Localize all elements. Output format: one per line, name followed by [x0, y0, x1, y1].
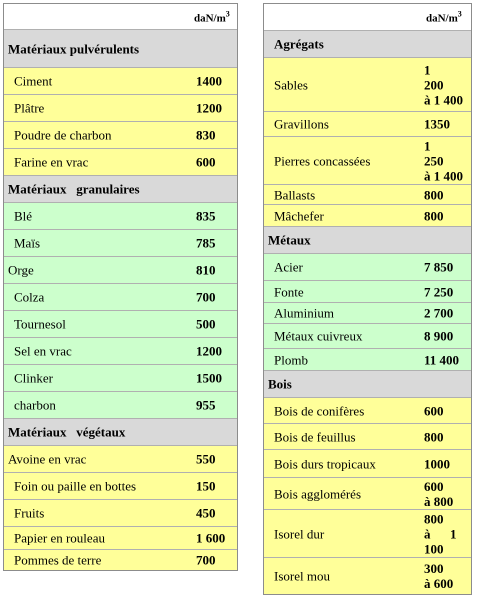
density-value: 1200 — [196, 100, 222, 116]
table-row — [264, 185, 471, 205]
header-row — [4, 4, 237, 30]
table-row — [4, 527, 237, 550]
table-row — [4, 473, 237, 500]
density-value: 1 600 — [196, 530, 226, 546]
material-label: Sel en vrac — [14, 343, 72, 359]
material-label: Colza — [14, 289, 45, 305]
section-header — [4, 176, 237, 203]
density-value: 955 — [196, 397, 216, 413]
density-value: 1350 — [424, 116, 450, 132]
right-density-table — [263, 3, 472, 595]
section-title: Matériaux pulvérulents — [8, 41, 140, 56]
density-value: 1000 — [424, 456, 450, 471]
density-value: 1200 — [196, 343, 222, 359]
material-label: Orge — [8, 262, 34, 278]
density-value: 1 200 à 1 400 — [424, 62, 463, 107]
table-row — [4, 203, 237, 230]
table-row — [264, 112, 471, 137]
density-value: 7 850 — [424, 259, 454, 275]
density-value: 550 — [196, 451, 216, 467]
density-value: 800 — [424, 429, 444, 444]
density-value: 810 — [196, 262, 216, 278]
section-header — [4, 30, 237, 68]
section-header — [264, 371, 471, 398]
density-value: 1400 — [196, 73, 222, 89]
material-label: Foin ou paille en bottes — [14, 478, 137, 494]
density-value: 830 — [196, 127, 216, 143]
density-value: 1500 — [196, 370, 222, 386]
table-row — [264, 450, 471, 478]
density-value: 800 — [424, 187, 444, 202]
table-row — [4, 392, 237, 419]
unit-header: daN/$m^3$ — [426, 9, 462, 25]
density-value: 600 — [424, 403, 444, 418]
density-value: 150 — [196, 478, 216, 494]
section-title: Agrégats — [274, 36, 324, 52]
table-row — [264, 424, 471, 450]
material-label: Poudre de charbon — [14, 127, 112, 143]
table-row — [264, 510, 471, 558]
section-title: Métaux — [268, 232, 311, 248]
material-label: Bois de conifères — [274, 403, 365, 418]
material-label: Fruits — [14, 505, 45, 521]
material-label: Plâtre — [14, 100, 45, 116]
material-label: Pommes de terre — [14, 552, 102, 568]
material-label: Clinker — [14, 370, 53, 386]
material-label: Blé — [14, 208, 33, 224]
table-row — [4, 500, 237, 527]
material-label: Plomb — [274, 352, 308, 367]
density-value: 800 — [424, 208, 444, 223]
table-row — [264, 205, 471, 227]
material-label: Bois agglomérés — [274, 486, 362, 501]
density-value: 800 à 1 100 — [424, 511, 457, 556]
material-label: Métaux cuivreux — [274, 328, 363, 344]
table-row — [4, 68, 237, 95]
material-label: Bois de feuillus — [274, 429, 356, 444]
density-value: 2 700 — [424, 305, 454, 321]
table-row — [264, 281, 471, 303]
material-label: Fonte — [274, 284, 304, 299]
header-row — [264, 4, 471, 31]
table-row — [264, 58, 471, 112]
section-header — [264, 31, 471, 58]
table-row — [264, 398, 471, 424]
table-row — [4, 284, 237, 311]
density-value: 300 à 600 — [424, 561, 454, 591]
density-value: 7 250 — [424, 284, 454, 299]
section-header — [4, 419, 237, 446]
density-value: 1 250 à 1 400 — [424, 138, 463, 183]
table-row — [264, 324, 471, 349]
density-value: 700 — [196, 289, 216, 305]
material-label: charbon — [14, 397, 56, 413]
table-row — [4, 230, 237, 257]
table-row — [4, 446, 237, 473]
material-label: Acier — [274, 259, 303, 275]
material-label: Ballasts — [274, 187, 316, 202]
density-value: 500 — [196, 316, 216, 332]
material-label: Isorel mou — [274, 568, 330, 584]
material-label: Avoine en vrac — [8, 451, 87, 467]
material-label: Sables — [274, 77, 308, 92]
material-label: Papier en rouleau — [14, 530, 105, 546]
density-value: 8 900 — [424, 328, 454, 344]
table-row — [264, 254, 471, 281]
material-label: Mâchefer — [274, 208, 324, 223]
table-row — [264, 478, 471, 510]
table-row — [4, 550, 237, 570]
section-title: Matériaux granulaires — [8, 181, 140, 197]
table-row — [4, 365, 237, 392]
material-label: Tournesol — [14, 316, 66, 332]
density-value: 11 400 — [424, 352, 460, 367]
table-row — [4, 122, 237, 149]
density-value: 600 à 800 — [424, 478, 454, 509]
table-row — [4, 95, 237, 122]
density-value: 785 — [196, 235, 216, 251]
material-label: Pierres concassées — [274, 153, 371, 168]
density-value: 600 — [196, 154, 216, 170]
table-row — [264, 558, 471, 594]
density-value: 835 — [196, 208, 216, 224]
table-row — [4, 257, 237, 284]
section-title: Matériaux végétaux — [8, 424, 126, 440]
table-row — [264, 349, 471, 371]
unit-header: daN/$m^3$ — [194, 9, 230, 24]
material-label: Maïs — [14, 235, 40, 251]
material-label: Gravillons — [274, 116, 329, 132]
section-header — [264, 227, 471, 254]
table-row — [264, 137, 471, 185]
material-label: Farine en vrac — [14, 154, 89, 170]
table-row — [4, 338, 237, 365]
table-row — [4, 149, 237, 176]
density-value: 700 — [196, 552, 216, 568]
table-row — [264, 303, 471, 324]
material-label: Ciment — [14, 73, 53, 89]
material-label: Isorel dur — [274, 526, 325, 541]
left-density-table — [3, 3, 238, 571]
section-title: Bois — [268, 376, 292, 392]
density-value: 450 — [196, 505, 216, 521]
table-row — [4, 311, 237, 338]
material-label: Aluminium — [274, 305, 334, 321]
material-label: Bois durs tropicaux — [274, 456, 376, 471]
